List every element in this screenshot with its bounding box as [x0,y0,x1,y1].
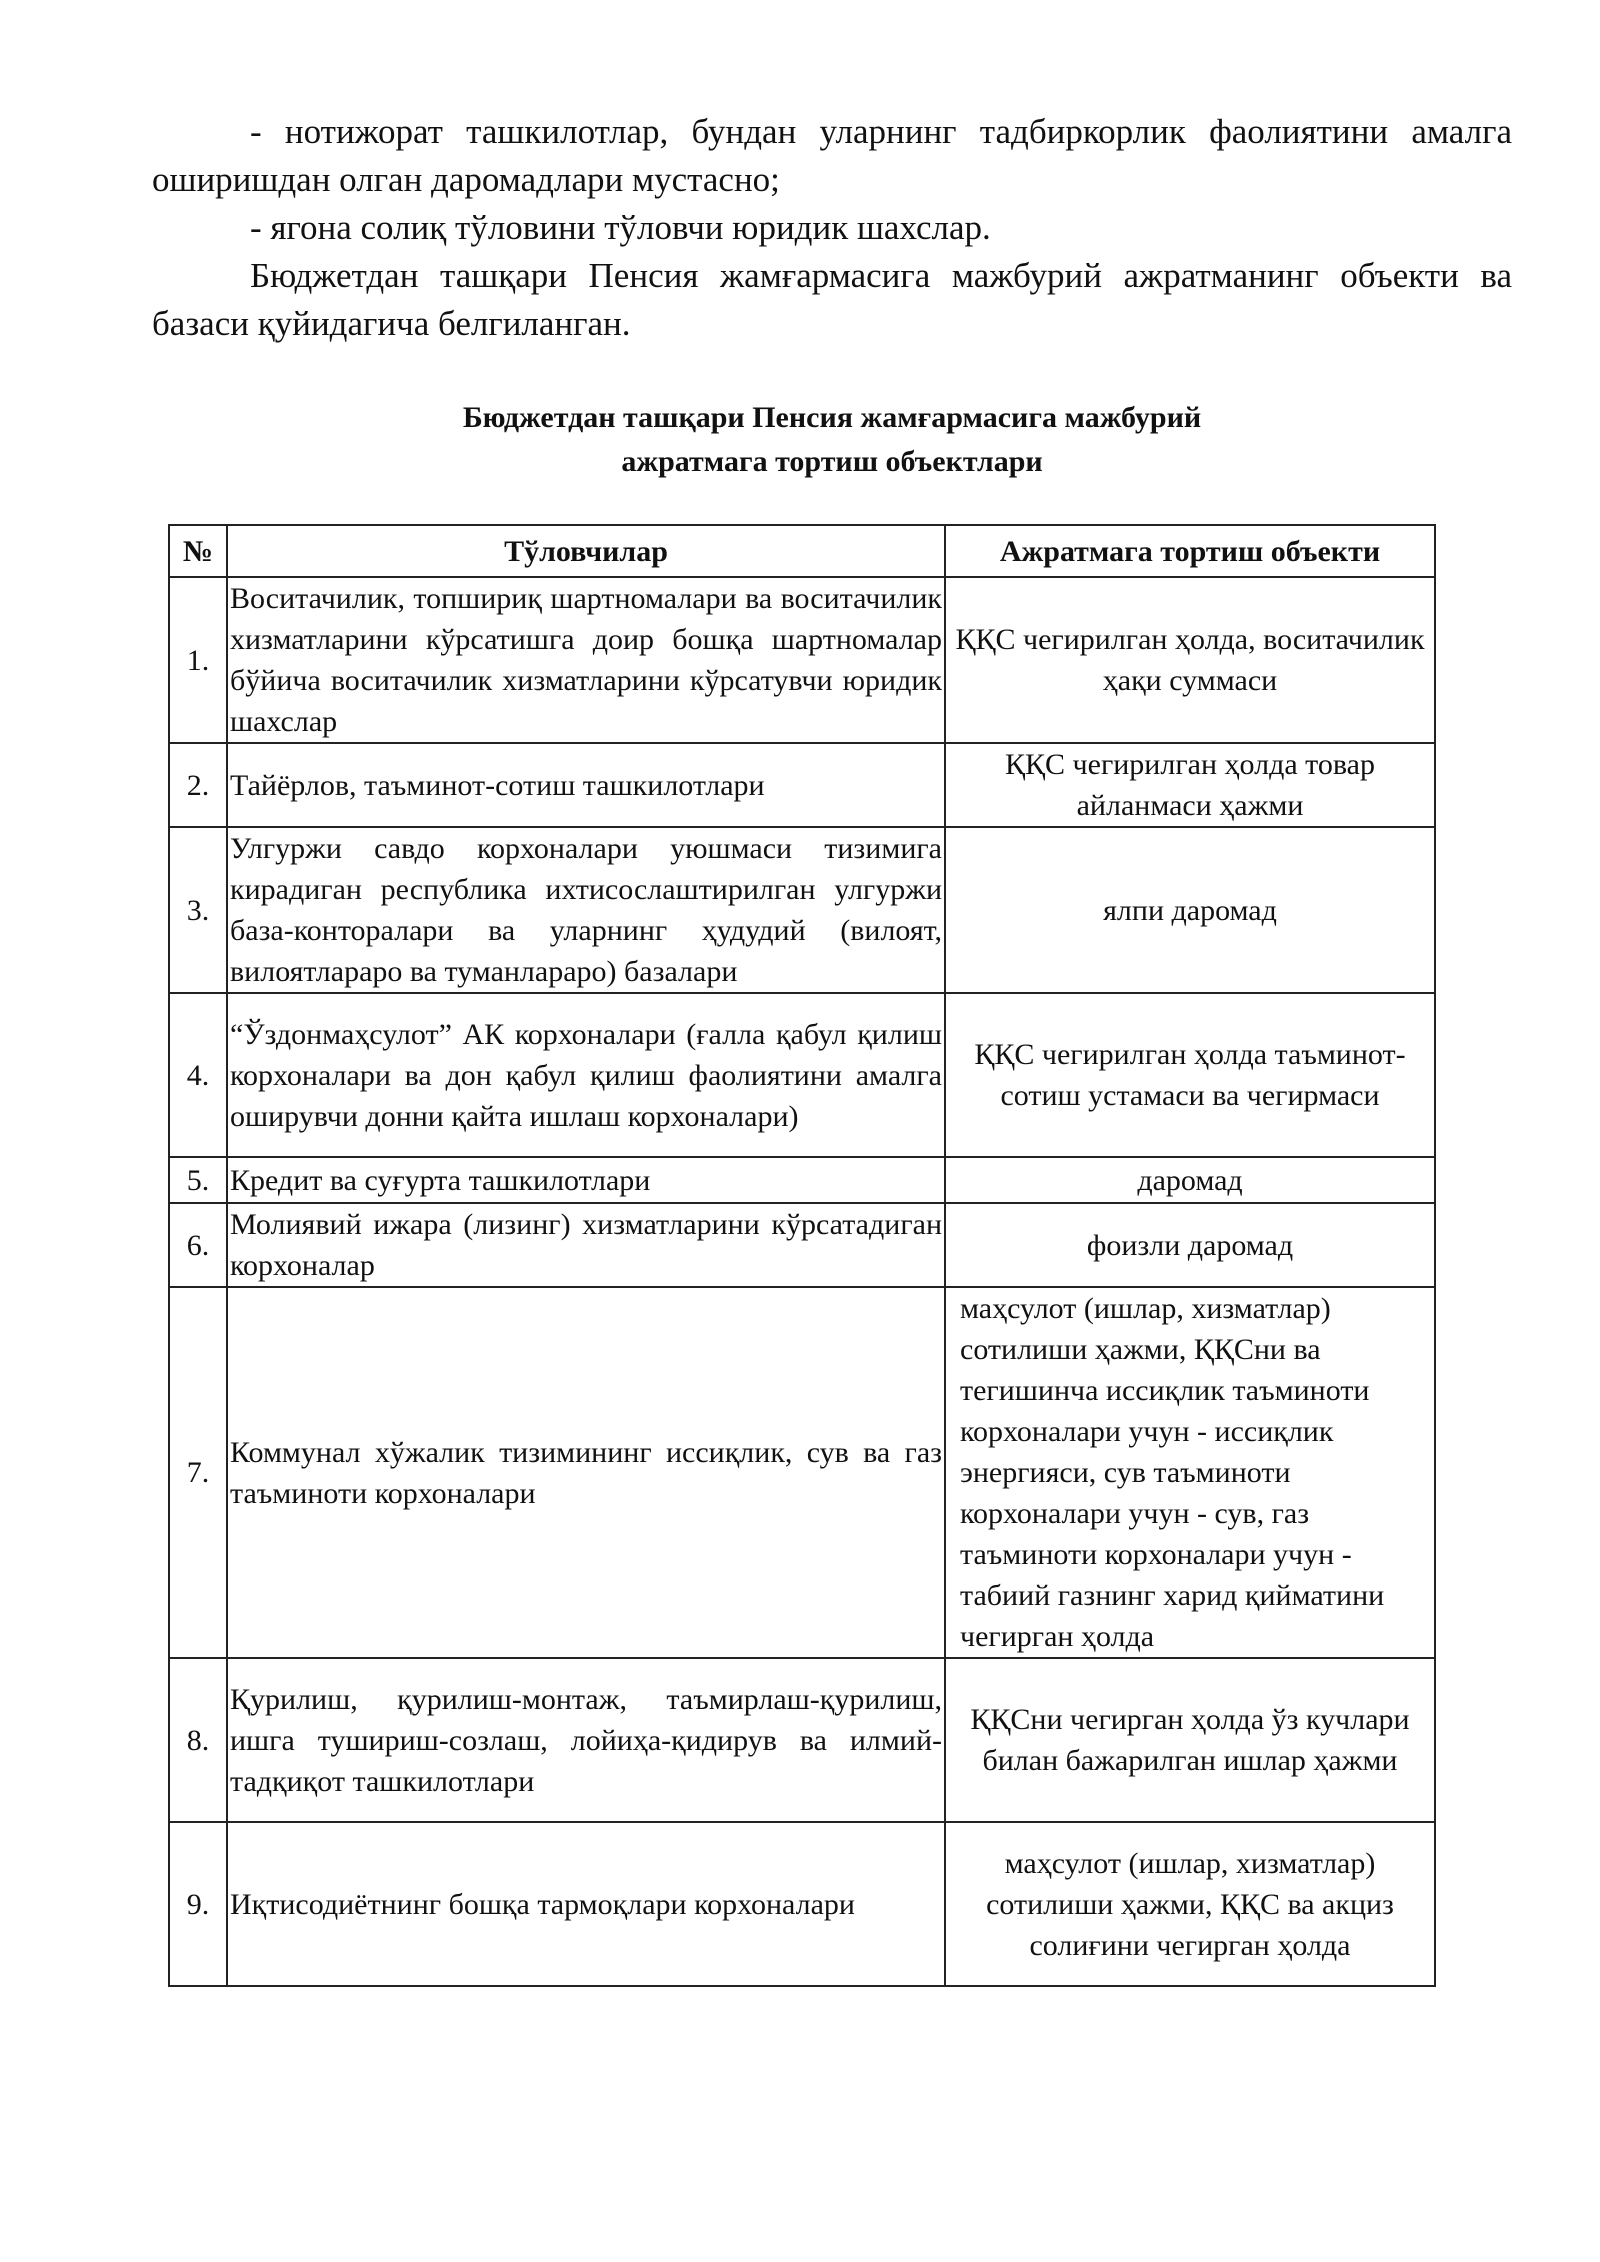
object-cell: ҚҚСни чегирган ҳолда ўз кучлари билан бажарилган ишлар ҳажми [945,1658,1435,1822]
intro-text [152,108,1512,348]
row-number: 3. [169,827,227,993]
object-cell: ялпи даромад [945,827,1435,993]
table-header-row [169,525,1435,577]
paragraph-pension-basis: Бюджетдан ташқари Пенсия жамғармасига мажбурий ажратманинг объекти ва базаси қуйидагича белгиланган. [152,256,1512,343]
table-row [169,993,1435,1157]
row-number: 7. [169,1287,227,1658]
table-row [169,1203,1435,1287]
header-number: № [169,525,227,577]
table-row [169,577,1435,743]
table-row [169,1658,1435,1822]
payer-cell: Улгуржи савдо корхоналари уюшмаси тизимига кирадиган республика ихтисослаштирилган улгуржи база-конторалари ва уларнинг ҳудудий (вилоят, вилоятлараро ва туманлараро) базалари [227,827,945,993]
header-object: Ажратмага тортиш объекти [945,525,1435,577]
row-number: 6. [169,1203,227,1287]
payer-cell: Коммунал хўжалик тизимининг иссиқлик, сув ва газ таъминоти корхоналари [227,1287,945,1658]
table-row [169,743,1435,827]
caption-line-2: ажратмага тортиш объектлари [621,445,1043,478]
payer-cell: Тайёрлов, таъминот-сотиш ташкилотлари [227,743,945,827]
object-cell: фоизли даромад [945,1203,1435,1287]
row-number: 2. [169,743,227,827]
paragraph-single-tax: - ягона солиқ тўловини тўловчи юридик шахслар. [250,208,991,247]
paragraph-nonprofit: - нотижорат ташкилотлар, бундан уларнинг тадбиркорлик фаолиятини амалга оширишдан олган даромадлари мустасно; [152,112,1512,199]
payer-cell: “Ўздонмаҳсулот” АК корхоналари (ғалла қабул қилиш корхоналари ва дон қабул қилиш фаолиятини амалга оширувчи донни қайта ишлаш корхоналари) [227,993,945,1157]
payer-cell: Воситачилик, топшириқ шартномалари ва воситачилик хизматларини кўрсатишга доир бошқа шартномалар бўйича воситачилик хизматларини кўрсатувчи юридик шахслар [227,577,945,743]
row-number: 8. [169,1658,227,1822]
table-row [169,827,1435,993]
object-cell: маҳсулот (ишлар, хизматлар) сотилиши ҳажми, ҚҚС ва акциз солиғини чегирган ҳолда [945,1822,1435,1986]
row-number: 4. [169,993,227,1157]
table-row [169,1157,1435,1203]
object-cell: маҳсулот (ишлар, хизматлар) сотилиши ҳажми, ҚҚСни ва тегишинча иссиқлик таъминоти корхоналари учун - иссиқлик энергияси, сув таъминоти корхоналари учун - сув, газ таъминоти корхоналари учун - табиий газнинг харид қийматини чегирган ҳолда [945,1287,1435,1658]
payer-cell: Кредит ва суғурта ташкилотлари [227,1157,945,1203]
objects-table [168,524,1436,1987]
object-cell: ҚҚС чегирилган ҳолда таъминот-сотиш устамаси ва чегирмаси [945,993,1435,1157]
object-cell: ҚҚС чегирилган ҳолда, воситачилик ҳақи суммаси [945,577,1435,743]
row-number: 5. [169,1157,227,1203]
object-cell: ҚҚС чегирилган ҳолда товар айланмаси ҳажми [945,743,1435,827]
payer-cell: Молиявий ижара (лизинг) хизматларини кўрсатадиган корхоналар [227,1203,945,1287]
row-number: 1. [169,577,227,743]
table-row [169,1287,1435,1658]
object-cell: даромад [945,1157,1435,1203]
table-caption [152,396,1512,484]
payer-cell: Қурилиш, қурилиш-монтаж, таъмирлаш-қурилиш, ишга тушириш-созлаш, лойиҳа-қидирув ва илмий-тадқиқот ташкилотлари [227,1658,945,1822]
payer-cell: Иқтисодиётнинг бошқа тармоқлари корхоналари [227,1822,945,1986]
table-row [169,1822,1435,1986]
row-number: 9. [169,1822,227,1986]
caption-line-1: Бюджетдан ташқари Пенсия жамғармасига мажбурий [462,401,1202,434]
header-payers: Тўловчилар [227,525,945,577]
